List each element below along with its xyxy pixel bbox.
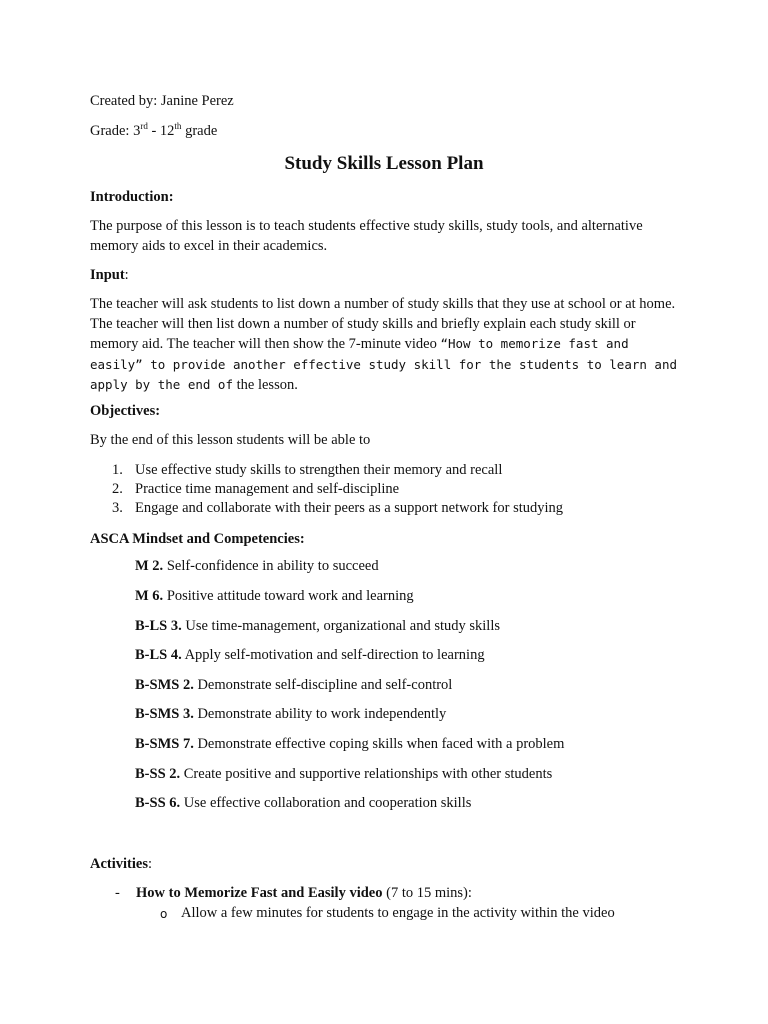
- activity-item: [136, 884, 472, 904]
- asca-code: B-LS 4.: [135, 647, 182, 663]
- activity-title: How to Memorize Fast and Easily video: [136, 885, 383, 901]
- asca-text: Create positive and supportive relationships with other students: [180, 766, 553, 782]
- asca-code: B-SS 6.: [135, 795, 181, 811]
- asca-text: Self-confidence in ability to succeed: [163, 558, 379, 574]
- asca-item: [135, 558, 379, 575]
- objectives-intro: By the end of this lesson students will be able to: [90, 432, 371, 448]
- input-heading: Input: [90, 267, 125, 283]
- asca-text: Demonstrate self-discipline and self-control: [193, 677, 453, 693]
- asca-item: [135, 706, 446, 723]
- objective-number: 1.: [112, 462, 123, 478]
- introduction-heading: Introduction:: [90, 189, 174, 205]
- activity-sub-item: Allow a few minutes for students to engage in the activity within the video: [181, 905, 615, 921]
- created-by: Created by: Janine Perez: [90, 93, 234, 109]
- input-body-part3: the lesson.: [236, 377, 298, 393]
- activities-heading: Activities: [90, 856, 148, 872]
- asca-text: Demonstrate effective coping skills when faced with a problem: [193, 736, 565, 752]
- asca-code: B-SMS 2.: [135, 677, 194, 693]
- activity-duration: (7 to 15 mins):: [382, 885, 472, 901]
- objective-text: Engage and collaborate with their peers as a support network for studying: [135, 500, 564, 516]
- asca-code: B-LS 3.: [135, 618, 182, 634]
- activities-colon: :: [147, 856, 153, 872]
- activities-heading-line: [90, 855, 680, 875]
- grade-sup-start: rd: [140, 121, 148, 132]
- input-heading-line: [90, 266, 680, 286]
- asca-code: B-SMS 7.: [135, 736, 194, 752]
- objective-number: 2.: [112, 481, 123, 497]
- grade-suffix: grade: [181, 123, 218, 139]
- asca-code: M 6.: [135, 588, 164, 604]
- input-body-part2: “How to memorize fast and easily” to provide another effective study skill for the students to learn and apply by the end of: [90, 336, 677, 392]
- asca-code: M 2.: [135, 558, 164, 574]
- asca-text: Use effective collaboration and cooperation skills: [180, 795, 472, 811]
- objectives-heading: Objectives:: [90, 403, 161, 419]
- asca-item: [135, 736, 564, 753]
- input-body-part1: The teacher will ask students to list down a number of study skills that they use at school or at home. The teacher will then list down a number of study skills and briefly explain each study skill or memory aid. The teacher will then show the 7-minute video: [90, 296, 676, 352]
- input-colon: :: [124, 267, 129, 283]
- grade-mid: - 12: [147, 123, 175, 139]
- asca-item: [135, 795, 471, 812]
- objective-text: Use effective study skills to strengthen their memory and recall: [135, 462, 503, 478]
- objective-number: 3.: [112, 500, 123, 516]
- asca-item: [135, 618, 500, 635]
- asca-code: B-SS 2.: [135, 766, 181, 782]
- asca-heading: ASCA Mindset and Competencies:: [90, 531, 305, 547]
- introduction-body: The purpose of this lesson is to teach students effective study skills, study tools, and alternative memory aids to excel in their academics.: [90, 218, 643, 254]
- asca-item: [135, 677, 452, 694]
- asca-item: [135, 647, 485, 664]
- asca-code: B-SMS 3.: [135, 706, 194, 722]
- input-body: [90, 295, 680, 396]
- grade-prefix: Grade: 3: [90, 123, 141, 139]
- asca-text: Use time-management, organizational and study skills: [181, 618, 501, 634]
- sub-bullet-marker: o: [160, 907, 168, 921]
- asca-text: Apply self-motivation and self-direction to learning: [181, 647, 485, 663]
- grade-line: [90, 122, 680, 142]
- asca-item: [135, 588, 414, 605]
- document-title: Study Skills Lesson Plan: [284, 153, 484, 174]
- asca-text: Positive attitude toward work and learning: [163, 588, 414, 604]
- objective-text: Practice time management and self-discipline: [135, 481, 400, 497]
- grade-sup-end: th: [174, 121, 182, 132]
- asca-item: [135, 766, 552, 783]
- activity-dash-bullet: -: [115, 885, 120, 901]
- asca-text: Demonstrate ability to work independently: [193, 706, 447, 722]
